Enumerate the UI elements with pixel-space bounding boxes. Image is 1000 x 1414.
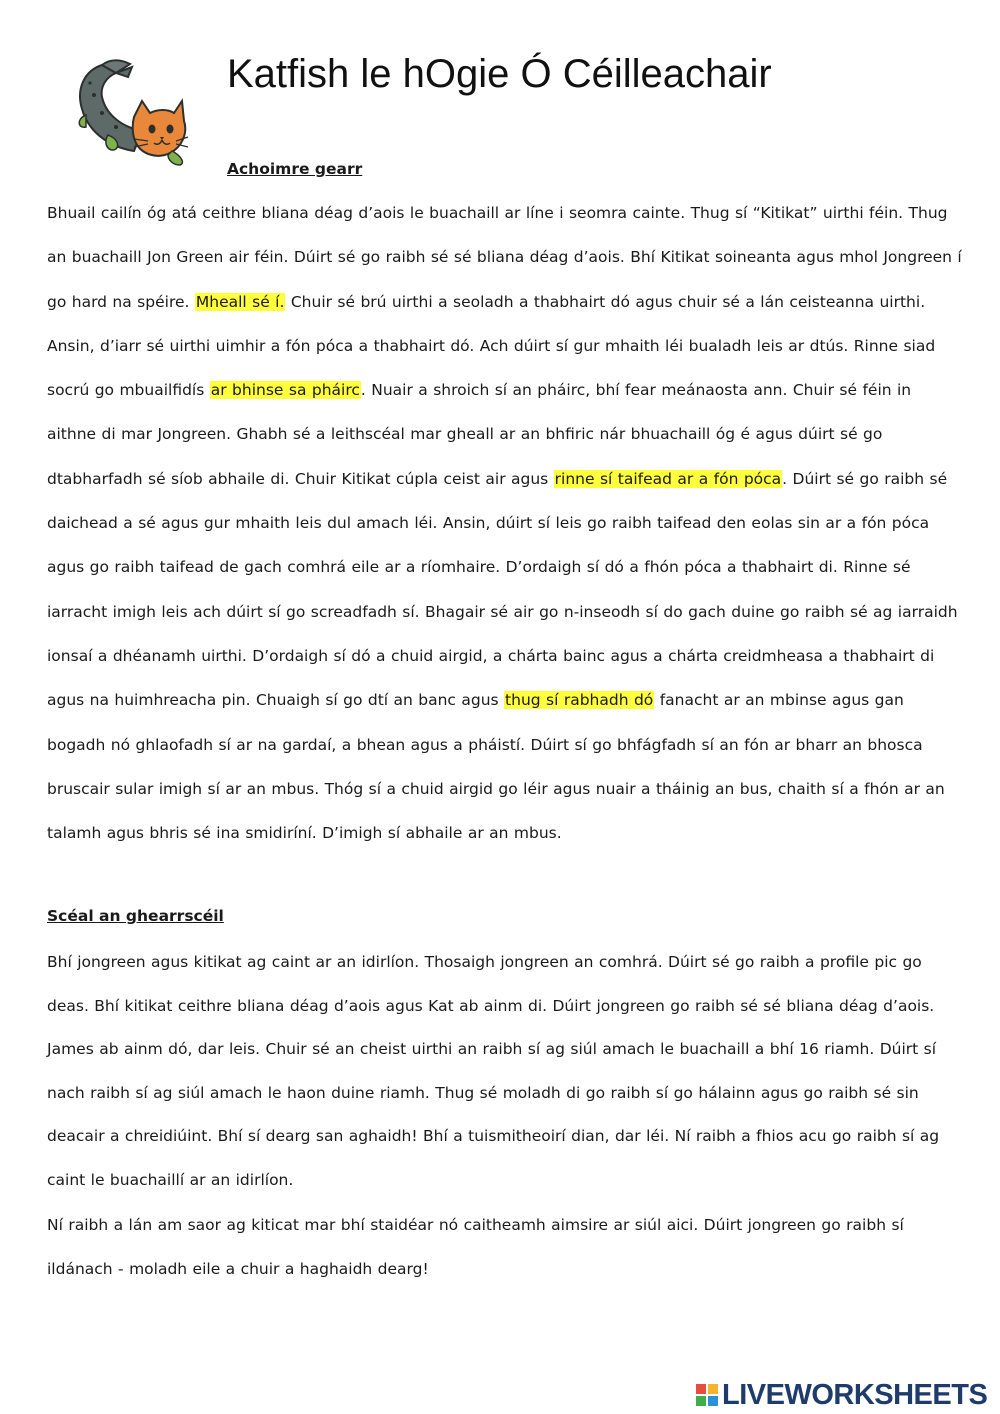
story-paragraph-1: Bhí jongreen agus kitikat ag caint ar an idirlíon. Thosaigh jongreen an comhrá. Dúirt sé go raibh a profile pic go deas. Bhí kitikat ceithre bliana déag d’aois agus Kat ab ainm di. Dúirt jongreen go raibh sé sé bliana déag d’aois. James ab ainm dó, dar leis. Chuir sé an cheist uirthi an raibh sí ag siúl amach le buachaill a bhí 16 riamh. Dúirt sí nach raibh sí ag siúl amach le haon duine riamh. Thug sé moladh di go raibh sí go hálainn agus go raibh sé sin deacair a chreidiúint. Bhí sí dearg san aghaidh! Bhí a tuismitheoirí dian, dar léi. Ní raibh a fhios acu go raibh sí ag caint le buachaillí ar an idirlíon. xyxy=(47,953,940,1189)
brand-text: LIVEWORKSHEETS xyxy=(722,1378,988,1411)
story-heading: Scéal an ghearrscéil xyxy=(47,907,224,925)
summary-text-3: . Nuair a shroich sí an pháirc, bhí fear meánaosta ann. Chuir sé féin in aithne di mar Jongreen. Ghabh sé a leithscéal mar gheall ar an bhfiric nár bhuachaill óg é agus dúirt sé go dtabharfadh sé síob abhaile di. Chuir Kitikat cúpla ceist air agus xyxy=(47,381,912,488)
logo-tile-green xyxy=(696,1396,706,1406)
summary-heading: Achoimre gearr xyxy=(227,160,363,178)
logo-tile-yellow xyxy=(708,1384,718,1394)
story-paragraph-2: Ní raibh a lán am saor ag kiticat mar bhí staidéar nó caitheamh aimsire ar siúl aici. Dúirt jongreen go raibh sí ildánach - moladh eile a chuir a haghaidh dearg! xyxy=(47,1216,904,1278)
page-title: Katfish le hOgie Ó Céilleachair xyxy=(227,52,772,96)
liveworksheets-brand xyxy=(696,1378,987,1412)
summary-text-1: Bhuail cailín óg atá ceithre bliana déag d’aois le buachaill ar líne i seomra cainte. Thug sí “Kitikat” uirthi féin. Thug an buachaill Jon Green air féin. Dúirt sé go raibh sé sé bliana déag d’aois. Bhí Kitikat soineanta agus mhol Jongreen í go hard na spéire. xyxy=(47,204,962,311)
logo-tile-red xyxy=(696,1384,706,1394)
highlight-4: thug sí rabhadh dó xyxy=(505,691,654,710)
logo-tile-blue xyxy=(708,1396,718,1406)
summary-text-2: Chuir sé brú uirthi a seoladh a thabhairt dó agus chuir sé a lán ceisteanna uirthi. Ansin, d’iarr sé uirthi uimhir a fón póca a thabhairt dó. Ach dúirt sí gur mhaith léi bualadh leis ar dtús. Rinne siad socrú go mbuailfidís xyxy=(47,292,936,400)
liveworksheets-logo-icon xyxy=(696,1384,718,1406)
catfish-icon xyxy=(72,55,190,170)
highlight-1: Mheall sé í. xyxy=(195,292,285,311)
summary-paragraph xyxy=(47,191,962,855)
summary-text-5: fanacht ar an mbinse agus gan bogadh nó ghlaofadh sí ar na gardaí, a bhean agus a pháistí. Dúirt sí go bhfágfadh sí an fón ar bharr an bhosca bruscair sular imigh sí ar an mbus. Thóg sí a chuid airgid go léir agus nuair a tháinig an bus, chaith sí a fhón ar an talamh agus bhris sé ina smidiríní. D’imigh sí abhaile ar an mbus. xyxy=(47,691,945,843)
summary-text-4: . Dúirt sé go raibh sé daichead a sé agus gur mhaith leis dul amach léi. Ansin, dúirt sí leis go raibh taifead den eolas sin ar a fón póca agus go raibh taifead de gach comhrá eile ar a ríomhaire. D’ordaigh sí dó a fhón póca a thabhairt di. Rinne sé iarracht imigh leis ach dúirt sí go screadfadh sí. Bhagair sé air go n-inseodh sí do gach duine go raibh sé ag iarraidh ionsaí a dhéanamh uirthi. D’ordaigh sí dó a chuid airgid, a chárta bainc agus a chárta creidmheasa a thabhairt di agus na huimhreacha pin. Chuaigh sí go dtí an banc agus xyxy=(47,469,958,710)
highlight-2: ar bhinse sa pháirc xyxy=(210,381,360,400)
highlight-3: rinne sí taifead ar a fón póca xyxy=(554,469,782,488)
